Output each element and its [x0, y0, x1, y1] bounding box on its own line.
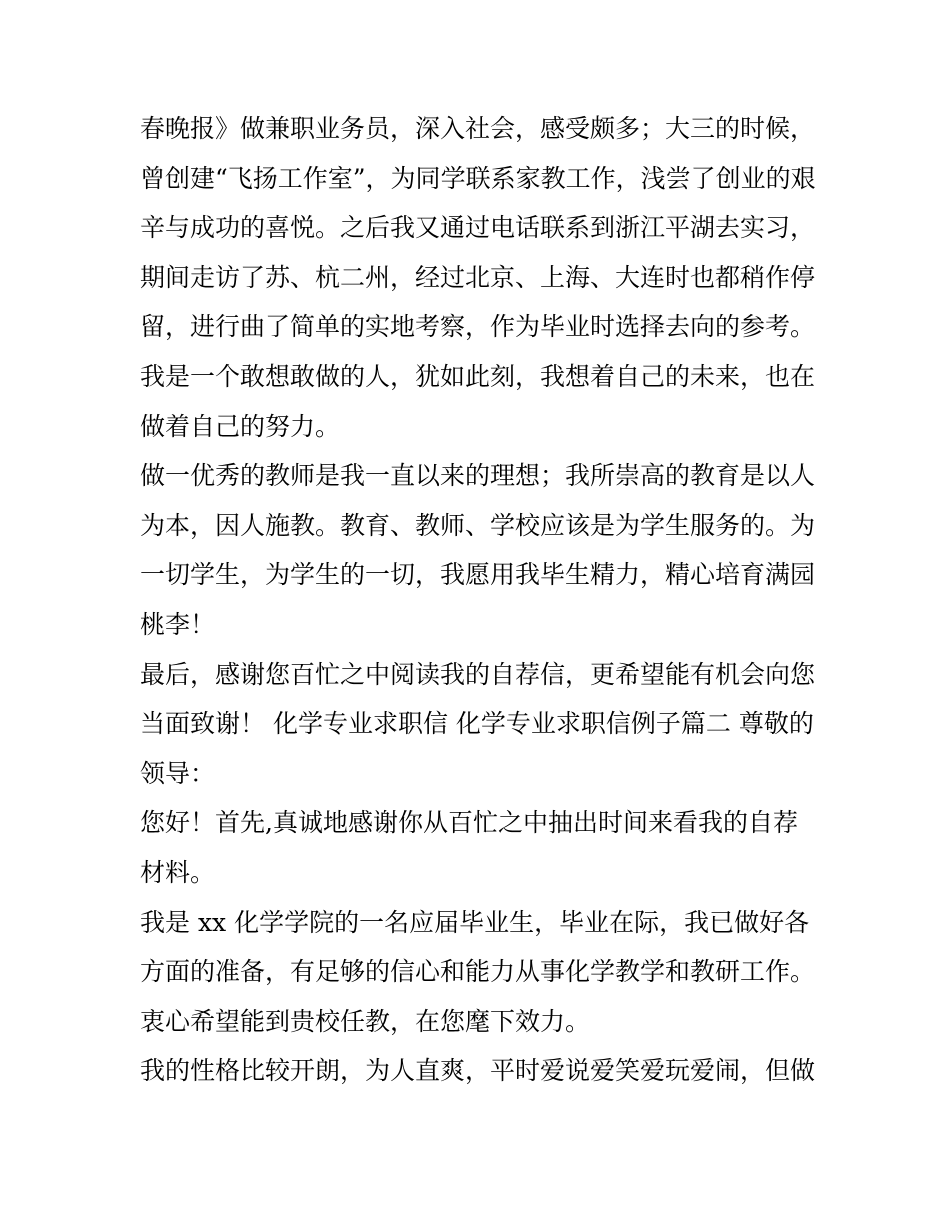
- text-line: 为本，因人施教。教育、教师、学校应该是为学生服务的。为: [140, 510, 816, 540]
- text-line: 材料。: [140, 857, 216, 887]
- text-line: 曾创建“飞扬工作室”，为同学联系家教工作，浅尝了创业的艰: [140, 163, 816, 193]
- text-line: 留，进行曲了简单的实地考察，作为毕业时选择去向的参考。: [140, 312, 816, 342]
- text-line: 桃李！: [140, 609, 216, 639]
- text-line: 衷心希望能到贵校任教，在您麾下效力。: [140, 1006, 591, 1036]
- text-line: 最后，感谢您百忙之中阅读我的自荐信，更希望能有机会向您: [140, 659, 816, 689]
- text-line: 辛与成功的喜悦。之后我又通过电话联系到浙江平湖去实习，: [140, 213, 816, 243]
- text-line: 一切学生，为学生的一切，我愿用我毕生精力，精心培育满园: [140, 560, 816, 590]
- text-line: 您好！首先,真诚地感谢你从百忙之中抽出时间来看我的自荐: [140, 808, 798, 838]
- text-line: 方面的准备，有足够的信心和能力从事化学教学和教研工作。: [140, 957, 816, 987]
- text-line: 我是 xx 化学学院的一名应届毕业生，毕业在际，我已做好各: [140, 907, 810, 937]
- text-line: 春晚报》做兼职业务员，深入社会，感受颇多；大三的时候，: [140, 114, 816, 143]
- text-line: 领导：: [140, 758, 216, 788]
- body-text: [140, 104, 820, 1096]
- text-line: 做着自己的努力。: [140, 411, 341, 441]
- text-line: 当面致谢！ 化学专业求职信 化学专业求职信例子篇二 尊敬的: [140, 709, 814, 739]
- text-line: 我是一个敢想敢做的人，犹如此刻，我想着自己的未来，也在: [140, 361, 816, 391]
- text-line: 期间走访了苏、杭二州，经过北京、上海、大连时也都稍作停: [140, 262, 816, 292]
- text-line: 做一优秀的教师是我一直以来的理想；我所崇高的教育是以人: [140, 461, 816, 491]
- text-line: 我的性格比较开朗，为人直爽，平时爱说爱笑爱玩爱闹，但做: [140, 1056, 816, 1086]
